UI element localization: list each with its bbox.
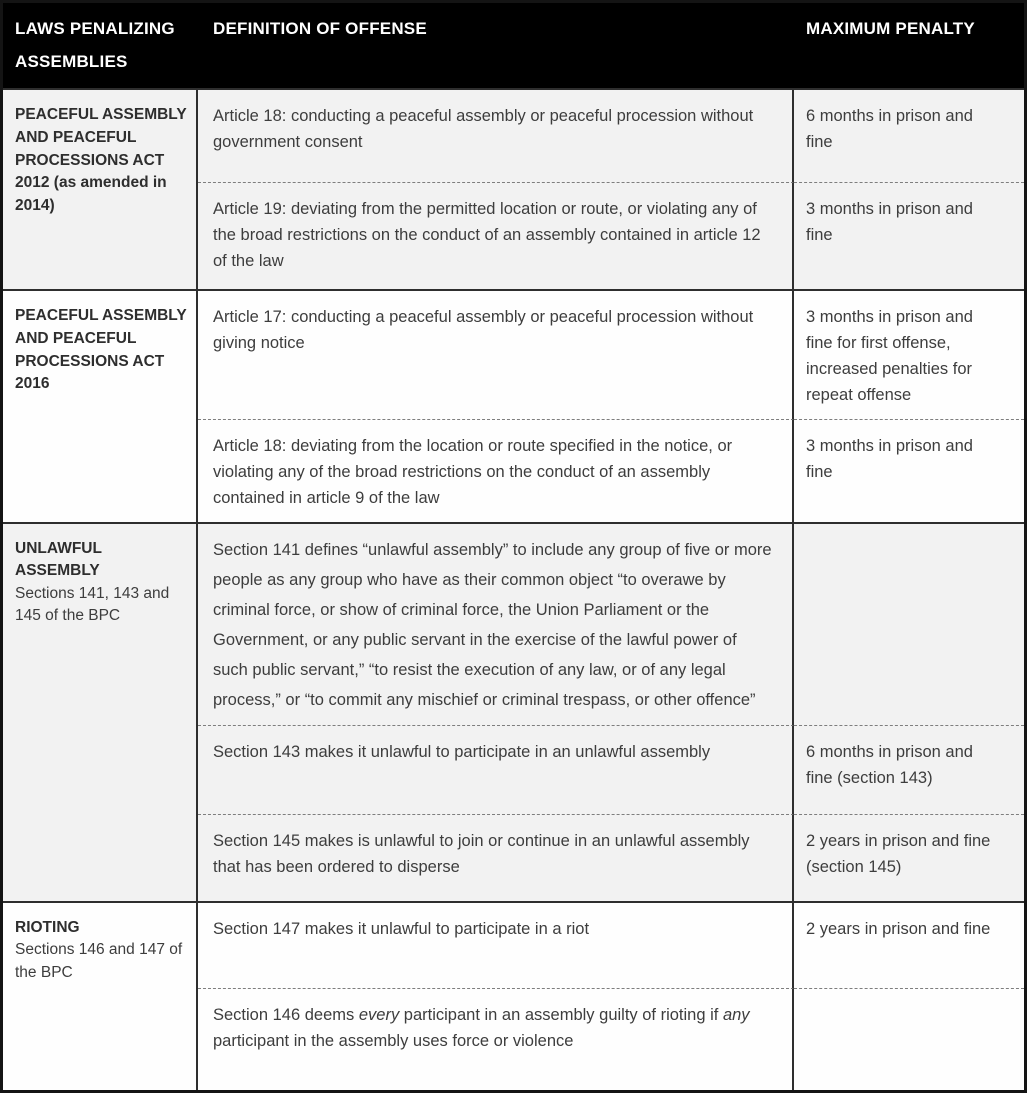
penalty-article-18-2016: 3 months in prison and fine — [806, 436, 973, 481]
definition-italic-word: every — [358, 1005, 400, 1024]
definition-article-18-2012: Article 18: conducting a peaceful assembly or peaceful procession without government consent — [198, 90, 794, 183]
definition-section-147: Section 147 makes it unlawful to participate in a riot — [198, 903, 794, 989]
penalty-section-145: 2 years in prison and fine (section 145) — [806, 831, 991, 876]
law-name: UNLAWFUL ASSEMBLY — [15, 539, 102, 580]
law-cell-2012-act — [3, 90, 198, 289]
definition-text-part: participant in the assembly uses force or violence — [213, 1031, 574, 1050]
definition-section-141: Section 141 defines “unlawful assembly” to include any group of five or more people as any group who have as their common object “to overawe by criminal force, or show of criminal force, the Union Parliament or the Government, or any public servant in the exercise of the lawful power of such public servant,” “to resist the execution of any law, or of any legal process,” or “to commit any mischief or criminal trespass, or other offence” — [198, 524, 794, 726]
definition-text-part: Section 146 deems — [213, 1005, 359, 1024]
law-cell-2016-act — [3, 291, 198, 521]
definition-italic-word: any — [722, 1005, 750, 1024]
definition-article-19-2012: Article 19: deviating from the permitted location or route, or violating any of the broad restrictions on the conduct of an assembly contained in article 12 of the law — [198, 183, 794, 289]
table-row-unlawful-assembly — [3, 522, 1024, 901]
table-header-row — [3, 3, 1024, 88]
law-cell-unlawful-assembly — [3, 524, 198, 901]
table-row-peaceful-assembly-act-2016 — [3, 289, 1024, 521]
penalty-section-141-empty — [794, 524, 1024, 726]
law-cell-rioting — [3, 903, 198, 1090]
header-definition-of-offense: DEFINITION OF OFFENSE — [213, 19, 427, 38]
law-name: RIOTING — [15, 918, 80, 936]
penalty-article-18-2012: 6 months in prison and fine — [794, 90, 1024, 183]
penalty-section-147: 2 years in prison and fine — [794, 903, 1024, 989]
definition-section-145: Section 145 makes is unlawful to join or continue in an unlawful assembly that has been ordered to disperse — [198, 815, 794, 901]
law-name: PEACEFUL ASSEMBLY AND PEACEFUL PROCESSIONS ACT 2016 — [15, 307, 187, 393]
table-row-peaceful-assembly-act-2012 — [3, 88, 1024, 289]
penalty-article-19-2012: 3 months in prison and fine — [806, 200, 973, 245]
definition-section-146 — [198, 989, 794, 1090]
header-laws-penalizing-assemblies: LAWS PENALIZING ASSEMBLIES — [15, 19, 175, 72]
table-row-rioting — [3, 901, 1024, 1090]
law-name: PEACEFUL ASSEMBLY AND PEACEFUL PROCESSIONS ACT 2012 (as amended in 2014) — [15, 106, 187, 214]
penalty-article-17-2016: 3 months in prison and fine for first offense, increased penalties for repeat offense — [794, 291, 1024, 419]
definition-article-18-2016: Article 18: deviating from the location or route specified in the notice, or violating any of the broad restrictions on the conduct of an assembly contained in article 9 of the law — [198, 420, 794, 522]
definition-section-143: Section 143 makes it unlawful to participate in an unlawful assembly — [198, 726, 794, 815]
law-sections-note: Sections 141, 143 and 145 of the BPC — [15, 584, 170, 625]
law-sections-note: Sections 146 and 147 of the BPC — [15, 941, 183, 981]
penalty-section-143: 6 months in prison and fine (section 143) — [794, 726, 1024, 815]
header-maximum-penalty: MAXIMUM PENALTY — [806, 19, 975, 38]
definition-text-part: participant in an assembly guilty of rioting if — [399, 1005, 723, 1024]
penalty-section-146-empty — [794, 989, 1024, 1090]
definition-article-17-2016: Article 17: conducting a peaceful assembly or peaceful procession without giving notice — [198, 291, 794, 419]
